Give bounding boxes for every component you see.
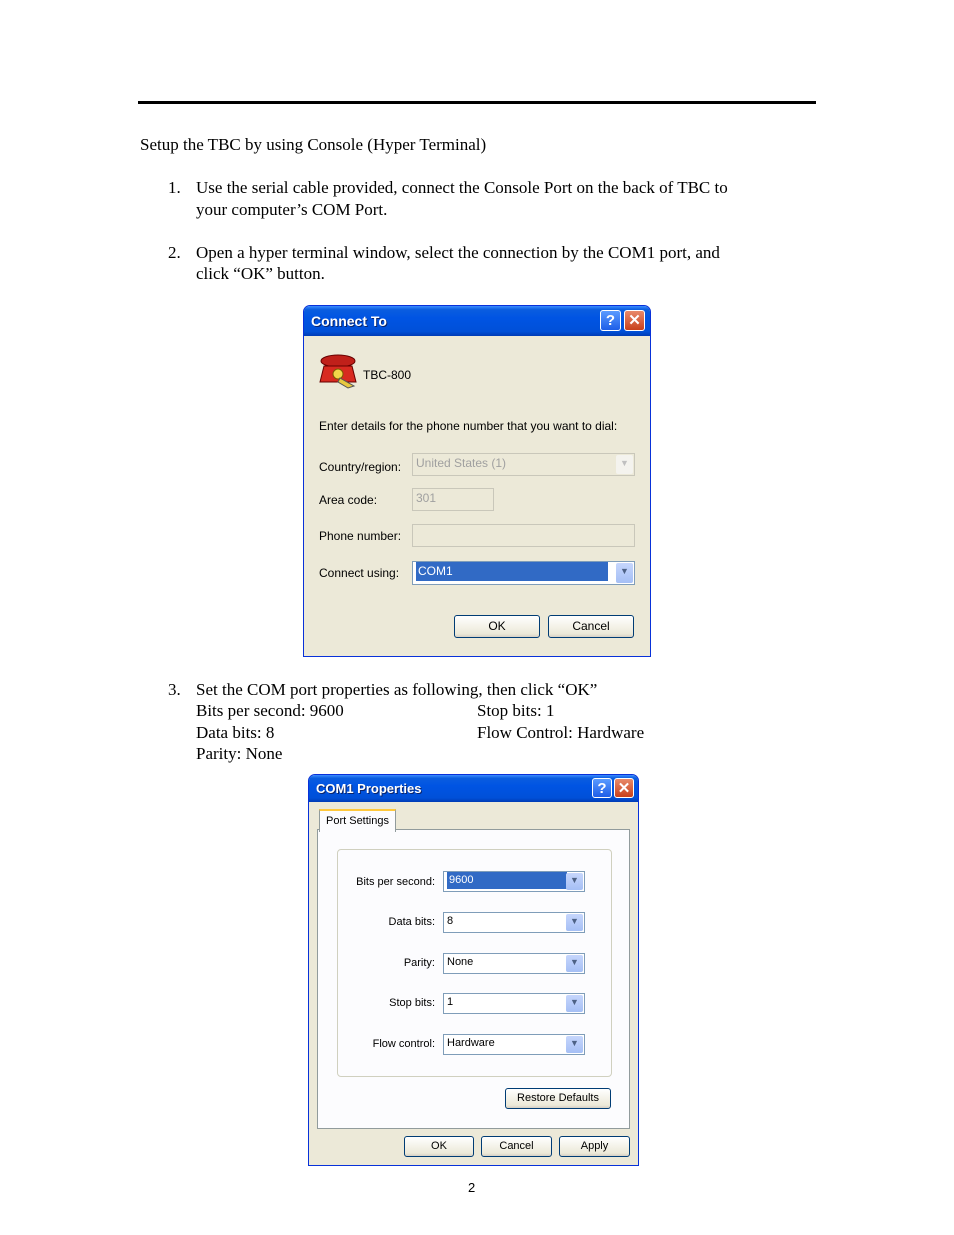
step-2-line-2: click “OK” button. — [196, 264, 325, 283]
stop-bits-label: Stop bits: — [389, 997, 435, 1009]
setting-parity: Parity: None — [196, 744, 283, 763]
connection-name: TBC-800 — [363, 368, 412, 382]
chevron-down-icon: ▼ — [616, 455, 633, 474]
data-bits-select[interactable] — [443, 912, 585, 933]
bits-per-second-value: 9600 — [447, 872, 567, 889]
restore-defaults-button[interactable]: Restore Defaults — [505, 1088, 611, 1109]
flow-control-value: Hardware — [447, 1037, 495, 1049]
flow-control-select[interactable] — [443, 1034, 585, 1055]
close-button[interactable]: ✕ — [614, 778, 634, 798]
chevron-down-icon: ▼ — [566, 995, 583, 1012]
header-rule — [138, 101, 816, 104]
cancel-button[interactable]: Cancel — [481, 1136, 552, 1157]
chevron-down-icon: ▼ — [566, 955, 583, 972]
step-2-line-1: Open a hyper terminal window, select the connection by the COM1 port, and — [196, 243, 720, 262]
chevron-down-icon: ▼ — [616, 563, 633, 583]
stop-bits-select[interactable] — [443, 993, 585, 1014]
parity-label: Parity: — [403, 957, 435, 969]
cancel-button[interactable]: Cancel — [548, 615, 634, 638]
chevron-down-icon: ▼ — [566, 1036, 583, 1053]
setting-bits-per-second: Bits per second: 9600 — [196, 701, 344, 720]
com1-properties-dialog — [308, 774, 639, 1166]
parity-select[interactable] — [443, 953, 585, 974]
area-code-label: Area code: — [319, 493, 378, 507]
connect-to-titlebar — [304, 306, 650, 336]
help-button[interactable]: ? — [592, 778, 612, 798]
setting-flow-control: Flow Control: Hardware — [477, 723, 645, 742]
bits-per-second-label: Bits per second: — [356, 876, 435, 888]
step-2-number: 2. — [168, 243, 181, 262]
country-region-select[interactable] — [412, 453, 635, 476]
country-region-label: Country/region: — [319, 460, 402, 474]
dial-prompt: Enter details for the phone number that you want to dial: — [319, 419, 618, 433]
phone-number-input[interactable] — [412, 524, 635, 547]
tab-port-settings[interactable]: Port Settings — [319, 809, 396, 832]
connect-using-label: Connect using: — [319, 566, 400, 580]
com1-title: COM1 Properties — [316, 781, 422, 796]
phone-icon — [318, 350, 360, 390]
parity-value: None — [447, 956, 474, 968]
step-1-number: 1. — [168, 178, 181, 197]
step-1-line-2: your computer’s COM Port. — [196, 200, 388, 219]
help-button[interactable]: ? — [600, 310, 621, 331]
setting-data-bits: Data bits: 8 — [196, 723, 275, 742]
chevron-down-icon: ▼ — [566, 914, 583, 931]
section-heading: Setup the TBC by using Console (Hyper Terminal) — [140, 135, 487, 154]
apply-button[interactable]: Apply — [559, 1136, 630, 1157]
data-bits-label: Data bits: — [388, 916, 435, 928]
connect-using-select[interactable] — [412, 561, 635, 585]
step-3-line-1: Set the COM port properties as following, then click “OK” — [196, 680, 598, 699]
close-button[interactable]: ✕ — [624, 310, 645, 331]
step-3-number: 3. — [168, 680, 181, 699]
chevron-down-icon: ▼ — [566, 873, 583, 890]
connect-using-value: COM1 — [416, 562, 608, 581]
ok-button[interactable]: OK — [404, 1136, 474, 1157]
country-region-value: United States (1) — [416, 456, 507, 470]
com1-titlebar — [309, 775, 638, 802]
ok-button[interactable]: OK — [454, 615, 540, 638]
data-bits-value: 8 — [447, 915, 454, 927]
stop-bits-value: 1 — [447, 996, 454, 1008]
step-1-line-1: Use the serial cable provided, connect the Console Port on the back of TBC to — [196, 178, 728, 197]
flow-control-label: Flow control: — [372, 1038, 435, 1050]
connect-to-title: Connect To — [311, 313, 387, 329]
page-number: 2 — [468, 1180, 476, 1195]
connect-to-dialog — [303, 305, 651, 657]
area-code-input[interactable]: 301 — [412, 488, 494, 511]
phone-number-label: Phone number: — [319, 529, 402, 543]
setting-stop-bits: Stop bits: 1 — [477, 701, 555, 720]
bits-per-second-select[interactable] — [443, 871, 585, 892]
